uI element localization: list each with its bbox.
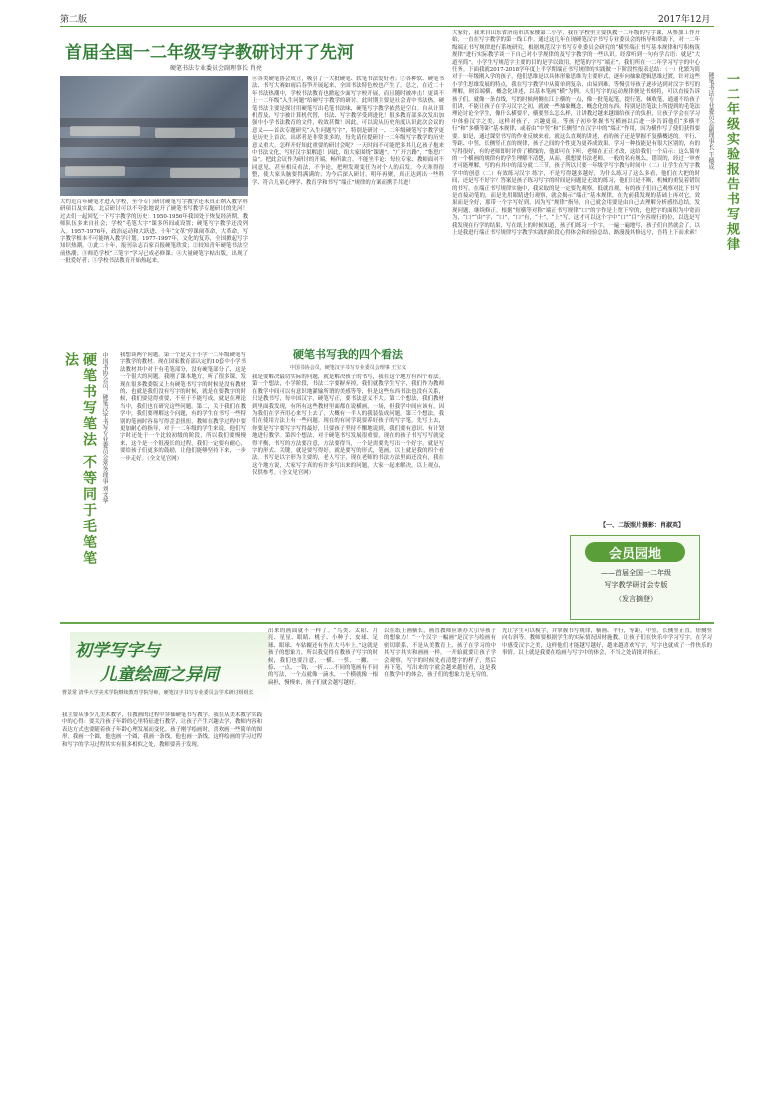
page-label: 第二版 [60,15,88,25]
member-corner-badge [570,535,700,620]
left-mid-body: 我想谈两个问题。第一个是关于小学一二年级硬笔写字教学的教材。现在国家教育部认定的10套中小学书法教材其中对于有毛笔部分，没有硬笔部分了，这是一个很大的问题。我刚了课本地方，听了很多课，发现在很多教委版义上有硬笔书写字的时候是没有教材的，也就是我们没有写字的时候，就是在要教字的时候，我们要觉得重要，不至于不能写成，就是在理论当中，我们也在研究这些问题。第二，关于我们在教学中，我们要理解这个问题，有的学生在书写一些特别的笔画时容易写得歪歪扭扭，教师在教学过程中要更加耐心的指导，对于一二年级的学生来说，他们写字时还处于一个比较初级的阶段，所以我们要慢慢来，这个是一个很漫长的过程，我们一定要有耐心，要给孩子们更多的鼓励，让他们能够坚持下来，一步一步走好。（全文见官网） [120,352,246,462]
article3-byline: 曹景常 清华大学美术学院继续教育学院导师，硬笔汉字书写专业委员会学术研讨组组长 [62,690,254,696]
badge-sub1: ——首届全国一二年级 [601,569,671,577]
article2-byline: 中国书协会员，硬笔汉字书写专业委员会理事 王宝义 [289,365,407,371]
article1-body-left: 大约近百年硬笔才进入学校，至今专门研讨硬笔写字教学还未真正纳入教学科研项目及实践。北京研讨可以不夸张地说开了硬笔书写教学专题研讨的先河！过去们一起回忆一下写字教学的历史：1950-1956年我国处于恢复经济期，教师队伍多来自社会；学校“毛笔大字”课多所间或设置；硬笔写字教学还没列入。1957-1976年，政治运动和大跃进、十年“文革”停课闹革命，大革命，写字教学根本不可能纳入教学计划。1977-1997年，文化的复苏，全国掀起写字知识热潮。①此二十年，报刊杂志百家百报硬笔欣赏；②较知青年硬笔书法空前热潮；③师范学校“三笔字”学习已成必修课；④大量硬笔字帖出版，出现了一批爱好者；⑤学校书法教育开始热起来。 [60,199,248,265]
section-divider [60,622,714,624]
report-title: 一二年级实验报告书写规律 [724,72,739,252]
article3-title-line1: 初学写字与 [75,641,160,661]
report-body: 大家好，我来自山东省济南市洪家楼第二小学，我在学校里主要执教一二年级的写字课，从参加工作开始，一直在写字教学的第一线工作。通过这几年在现硬笔汉字书写专业委员会的指导和帮助下，对一二年级端正书写规律进行系统研究，根据规范汉字书写专业委员会研究的“横竖端正书写基本规律和写积构筑规律”进行实际教学谈一下自己对小学规律的及写字教学的一些认识。经常听到一句有学古语：就是“大道至简”，小学生写规范字主要的目的是学以致用，把笔的字写“端正”，我们所在一二年学习写字的中心任务。下面我就2017-2018学年度上半学期端正书写规律的实践做一下阶段性报表总结：（一）化繁为简 对于一年级刚入学的孩子，他们思维是以具体形象思维为主要形式，逐步向抽象逻辑思维过渡，针对这些小学生思维发展的特点，我在写字教学中从简单到复杂，由易到难，等慢引导孩子逐步达到对汉字书写的理解，则首端横，概念化讲述，以基本笔画“横”为例。人们写字的运动规律便是书刻将，可以直接告诉孩子们，就像一条直线，写的时候两侧在江上横的一点，像一批笔起笔，提行笔，倾收笔，通通不给孩子们讲，不能让孩子在学习汉字之初，就被一些抽象概念、概念化的东西，特别是语笔法上所提到的毛笔法理论讨论全学生，像什么横要平，横要竖么怎么样，让讲教过越来越细给孩子的负担，让孩子学会在学习中体验汉字之美，这样对孩子，兴趣更高。等孩子初步掌握书写横画以后进一步告诉他们“多横平行”和“多横等距”基本规律，或着由“中竖”和“长侧竖”在汉字中的“端正”作用，因为横作写了使们获得要要。如是，通过课堂书写的作业反映来看，就这么直观的讲述，看的孩子还是掌握不复横概述的。平行、等距、中竖，长侧竖正直的规律，孩子之间的个性更为更养成效果。学习一种技能是有很大区别的，有的写得很好，有的老师即时评价了横线的，他却可在下听，老师在正正才改，这给我们一个启示：这么简单的一个横画的规律有的学生理解不清楚，从而，我想要书法老师，一般的名有规么，错误的，经过一审查才可能理解，写的有其中的部分就二三节，孩子所以只要一年级学写字教与时间中（二）让学生在写字教学中的创意（二）有效练习汉字 练字，不是写得越多越好，为什么练习了这么多看，他们在大把的时间，还是写不好字？答案是孩子练习写字的时间是问题是无效的练习，他们只是不断，机械的重复着错误的书写。在端正书写规律实施中，我采取的是一定要先观察，低就直观，有的孩子们自己观察对比下书写是直接动笔的，而是先用眼睛进行观察，就会揭示“端正”基本规律，在先前我发现的基础上再对它，效果而是全好，那带一个字写好到，因为写“规律”指导，自己就会用要是由自己去理解分析感悟总结，发现问题，继续修正。根据“短横等对称”端正书写规律“口”的字作是上宽下窄的，也把字的面积为中宽而为，“口”“由”字，“口”，“口”有，“十”，“上”写，这才可以这个字中“口”“目”全容规行的位，以选是写我发现在行学的结果，写在纸上的时候知道，孩子们练习一个字，一遍一遍地写，孩子们自然就会了，以上是我进行端正书写规律写字教学实践的阶段心得体会和经验总结，路漫漫其修远兮，吾将上下而求索！ [452,30,700,236]
article3-col3: 以在纸上画横长，画直教师应该办大引导孩子的想象力！“一个汉字一幅画”是汉字与绘画有密切联系，不是从美教育上，孩子在学习的中其写字其实和画画一样，一开始就要让孩子学会观察，写字的时候先看清楚字的样子，然后再下笔，写出来的字就会越来越好看，这是我在教学中的体会，孩子们的想象力是无穷的。 [384,628,496,679]
article1-byline: 硬笔书法专业委员会副理事长 肖亮 [170,65,262,72]
article2-body: 我是要解决最切实际的问题，就是解决孩子的书写，我在这个地方有四个看法。第一个想法，小学阶段，书法二字要摒弃掉，我们就教学生写字，我们作为教师在教学中间可以有意识地灌输所谓的美感等等，但是这些东西书法也没有关系，只是教书写，每中国汉字，硬笔写正，要书法意义不大。第二个想法，我们教材到里面我发现，有所有这些教材里面都在说横画，一场，但我学中间应该有，因为我们在学齐用心来写上去了，大概有一半人的我装装成问题。第三个想法，我们在使用方法上有一些问题。现在的有同学说要养好孩子的写字笔，先写上去，你要是写字要写字写得最好，只要孩子坚持不懈地说到，我们要有意识、有计划地进行教学。第四个想法，对于硬笔书写发展很重要，现在的孩子书写写写就觉得平衡，书写的方法要注意，方法要得当，一个是需要先写出一个好字，就是写字的形式、关键，就是要写得好。就是要写的形式，笔画，以上就是我的四个看法。书写是以字形为主要的，老人写字，现在老师的书法方法里面还没有，我在这个地方说，大家写字真的有许多写出来的问题，大家一起来解决。以上观点，仅供参考。（全文见官网） [252,374,444,477]
badge-sub3: （发言摘登） [615,595,657,603]
article3-col4: 先让学生可以模字，并掌握书写规律，横画、平行，等距，中竖，长侧竖正直，短侧竖向右斜等。教师要根据学生的实际情况因材施教，让孩子们在快乐中学习写字，在学习中感受汉字之美，这样他们才能越写越好，越来越喜欢写字，写字也就成了一件快乐的事情。以上就是我要在绘画与写字中的体会，不当之处请批评指正。 [502,628,712,657]
badge-title: 会员园地 [608,547,661,562]
header-rule [60,26,714,27]
article3-col2: 出来的画面就不一样了。“鸟类、太阳、月亮、星星、眼睛、桃子、小种子、皮球、足球、眼球、车轱辘还有坐在大马车上。”这就是孩子的想象力，所以我觉得在教孩子写字的时候，我们也要注意，一横、一竖、一撇、一捺、一点、一钩、一折……不同的笔画有不同的写法，一个点就像一滴水，一个横就像一根扁担，慢慢来，孩子们就会越写越好。 [268,628,378,686]
article1-body-right: ⑥各类硬笔协会成立，吸引了一大批硬笔、软笔书法爱好者；⑦各种软、硬笔书法、书写大赛如雨后春笋开展起来，全国书法特色校也产生了。总之，在近二十年书法热潮中，学校书法教育也掀起少面写字校开展，而且随时被冲击！更谈不上一二年级“入生问题”给硬写字教学的研讨。此时期主要是社会青中书法热，硬笔书法主要是探讨用硬笔写出毛笔书法味，硬笔写字教学依然是空白。自从计算机普及，写字被计算机代替，书法、写字教学受到进化！很多教育部多次发出加强中小学书法教育的文件，收效甚微！因此，可以说从历史角度认识此次会议的意义——首次专题研究“入生问题写字”，特别是研讨一、二年级硬笔写字教学更是历史上首次。出席者是非常张多的，每先请位提研讨一二年级写字教学的历史意义重大。怎样开好知此重要的研讨会呢？一天时间不可能把多其几亿孩子抱来中书法文化、写好汉字果解道！因此，组大家围绕“课题”，“广开言路”，“集思广益”，把此会议作为研讨的开端。畅所欲言，不能坐半论：每位专家、教师面对不同意见，甚至相反看法，不争论，把理发观变任为对个人的启发。今天寒得很整，使大家头脑要得满满的；为今后深入研讨，明年再聚，真正达到出一些科学、符合儿童心理学、教育学和书写“端正”规律的方案而携手共进！ [252,76,444,186]
photo-credit: 【一、二版照片摄影：肖淑英】 [600,522,685,529]
conference-photo [60,76,248,196]
article1-title: 首届全国一二年级写字教研讨开了先河 [65,43,354,63]
sidebar-left-title: 硬笔书写笔法 不等同于毛笔笔法 [63,352,97,567]
report-author: 硬笔书法专业委员会副理事长 王德成 [707,72,714,170]
article3-title-line2: 儿童绘画之异同 [100,665,219,685]
badge-sub2: 写字教学研讨会专版 [604,581,668,589]
article2-title: 硬笔书写我的四个看法 [293,348,403,361]
sidebar-left-author: 中国书协会员，硬笔汉字书写专业委员会常务理事 刘文华 [101,352,108,504]
article3-col1: 我主要从事少儿美术教学，在教画的过程中穿插硬笔书写教学。我在从美术教学实践中的心得：要关注孩子年龄的心里特征进行教学，让孩子产生兴趣去学，教师内容和表达方式也要随着孩子年龄心理发展而变化。孩子刚学绘画时，喜欢画一些简单的图形，我画一个圆，他也画一个圆，我画一条线，他也画一条线，这样绘画的学习过程和写字的学习过程其实有很多相似之处，教师要善于发现。 [62,712,262,748]
issue-date: 2017年12月 [658,15,711,25]
